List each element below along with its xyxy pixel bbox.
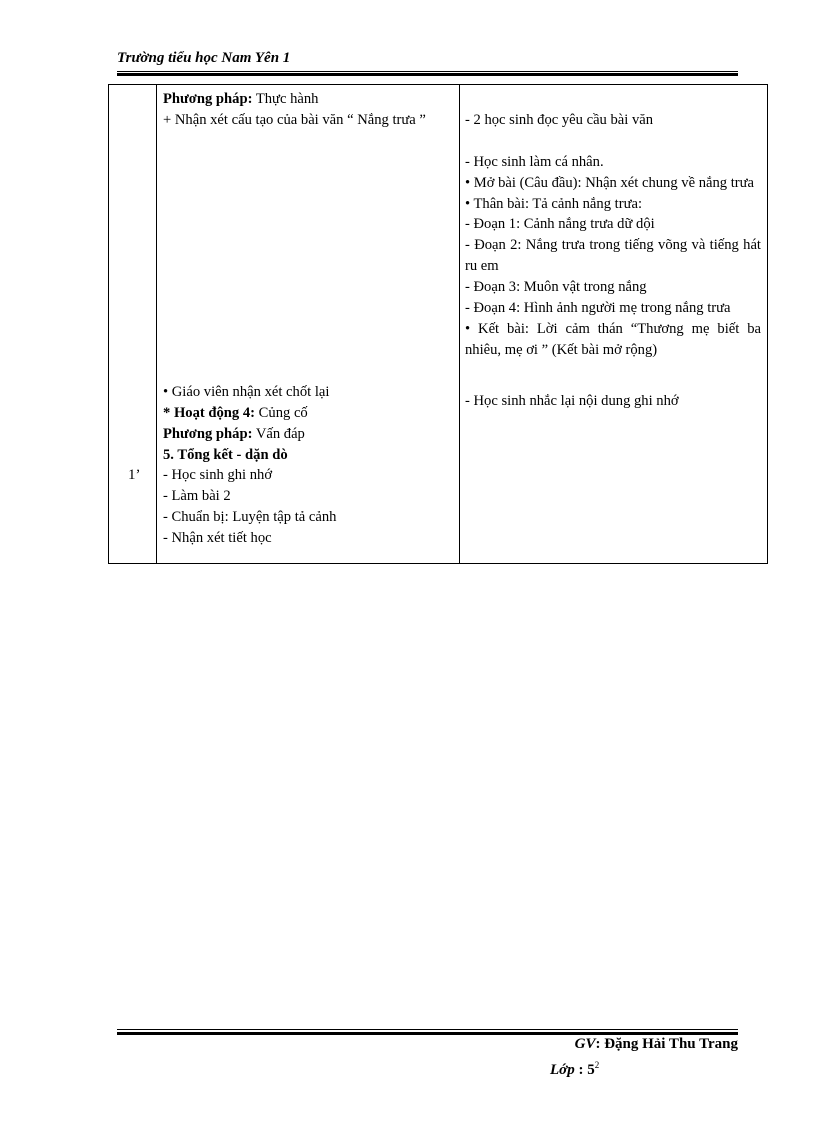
method-line-1: Phương pháp: Thực hành (163, 91, 319, 107)
lesson-table (108, 84, 768, 564)
paragraph-4: - Đoạn 4: Hình ảnh người mẹ trong nắng trưa (465, 300, 731, 317)
structure-task: + Nhận xét cấu tạo của bài văn “ Nắng trưa ” (163, 111, 426, 128)
teacher-conclusion: • Giáo viên nhận xét chốt lại (163, 383, 330, 400)
method-line-2: Phương pháp: Vấn đáp (163, 425, 305, 442)
summary-heading: 5. Tổng kết - dặn dò (163, 446, 288, 463)
paragraph-2: - Đoạn 2: Nắng trưa trong tiếng võng và tiếng hát ru em (465, 237, 761, 275)
body-analysis: • Thân bài: Tả cảnh nắng trưa: (465, 195, 643, 212)
header-rule-thick (117, 73, 738, 76)
spacer (465, 361, 761, 391)
student-recall: - Học sinh nhắc lại nội dung ghi nhớ (465, 392, 679, 409)
spacer (163, 131, 454, 382)
class-label: Lớp : $5^2$ (550, 1060, 600, 1078)
list-item: - Làm bài 2 (163, 488, 231, 505)
paragraph-3: - Đoạn 3: Muôn vật trong nắng (465, 279, 647, 296)
list-item: - Chuẩn bị: Luyện tập tả cảnh (163, 509, 337, 526)
header-rule-thin (117, 71, 738, 72)
footer-rule-thick (117, 1032, 738, 1035)
spacer (465, 89, 761, 110)
spacer (465, 131, 761, 152)
ending-analysis: • Kết bài: Lời cảm thán “Thương mẹ biết ba nhiêu, mẹ ơi ” (Kết bài mở rộng) (465, 320, 761, 358)
footer-rule-thin (117, 1029, 738, 1030)
activity-4-line: * Hoạt động 4: Củng cố (163, 404, 308, 421)
time-value: 1’ (128, 467, 141, 483)
teacher-activity-cell (157, 85, 460, 564)
paragraph-1: - Đoạn 1: Cảnh nắng trưa dữ dội (465, 216, 655, 233)
list-item: - Nhận xét tiết học (163, 530, 272, 547)
student-read: - 2 học sinh đọc yêu cầu bài văn (465, 111, 654, 128)
opening-analysis: • Mở bài (Câu đầu): Nhận xét chung về nắng trưa (465, 174, 755, 191)
time-cell (109, 85, 157, 564)
list-item: - Học sinh ghi nhớ (163, 467, 273, 484)
student-individual: - Học sinh làm cá nhân. (465, 153, 604, 170)
school-name: Trường tiểu học Nam Yên 1 (117, 50, 291, 66)
table-row (109, 85, 768, 564)
teacher-signature: GV: Đặng Hải Thu Trang (574, 1036, 738, 1052)
student-activity-cell (460, 85, 768, 564)
